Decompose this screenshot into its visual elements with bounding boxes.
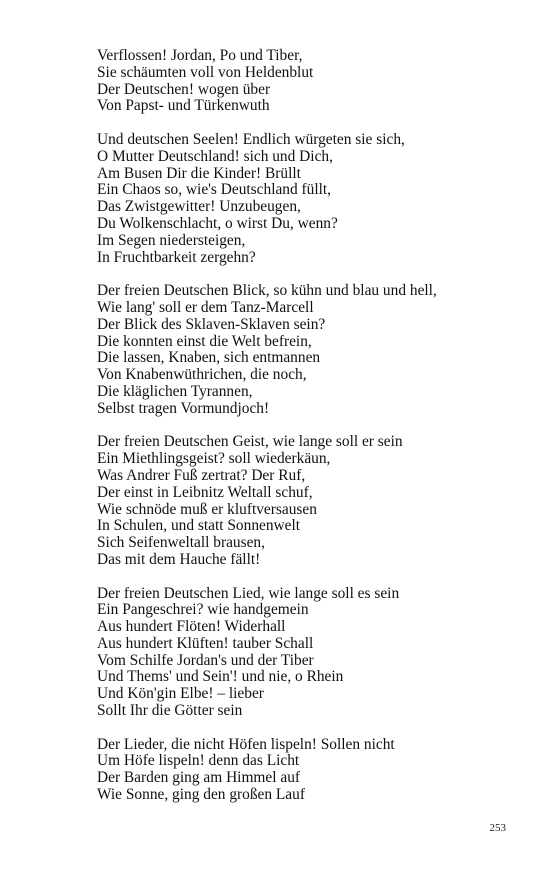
stanza <box>97 132 517 266</box>
poem-line: Sollt Ihr die Götter sein <box>97 702 243 720</box>
poem-line: O Mutter Deutschland! sich und Dich, <box>97 147 333 165</box>
poem-line: Wie Sonne, ging den großen Lauf <box>97 786 305 804</box>
poem-line: Der Lieder, die nicht Höfen lispeln! Sollen nicht <box>97 735 395 753</box>
poem-line: Und deutschen Seelen! Endlich würgeten sie sich, <box>97 130 405 148</box>
poem-line: Die lassen, Knaben, sich entmannen <box>97 349 321 367</box>
poem-line: Sich Seifenweltall brausen, <box>97 534 265 552</box>
page-number: 253 <box>489 822 506 834</box>
poem-line: Der Blick des Sklaven-Sklaven sein? <box>97 315 326 333</box>
poem-line: Der Deutschen! wogen über <box>97 80 271 98</box>
poem-line: Vom Schilfe Jordan's und der Tiber <box>97 651 314 669</box>
poem-text <box>97 48 517 821</box>
poem-line: Von Knabenwüthrichen, die noch, <box>97 366 307 384</box>
stanza <box>97 48 517 115</box>
poem-line: Im Segen niedersteigen, <box>97 231 246 249</box>
poem-line: Die konnten einst die Welt befrein, <box>97 332 312 350</box>
poem-line: Die kläglichen Tyrannen, <box>97 382 253 400</box>
stanza <box>97 283 517 417</box>
poem-line: Ein Chaos so, wie's Deutschland füllt, <box>97 181 332 199</box>
poem-line: Verflossen! Jordan, Po und Tiber, <box>97 47 303 64</box>
poem-line: Und Kön'gin Elbe! – lieber <box>97 685 264 703</box>
poem-line: Der Barden ging am Himmel auf <box>97 769 301 787</box>
poem-line: Wie schnöde muß er kluftversausen <box>97 500 317 518</box>
poem-line: Wie lang' soll er dem Tanz-Marcell <box>97 298 314 316</box>
poem-line: Du Wolkenschlacht, o wirst Du, wenn? <box>97 214 338 232</box>
poem-line: Ein Pangeschrei? wie handgemein <box>97 601 309 619</box>
poem-line: Aus hundert Klüften! tauber Schall <box>97 634 314 652</box>
poem-line: Von Papst- und Türkenwuth <box>97 97 270 115</box>
poem-line: Der einst in Leibnitz Weltall schuf, <box>97 483 313 501</box>
poem-line: Das Zwistgewitter! Unzubeugen, <box>97 198 301 216</box>
poem-line: Selbst tragen Vormundjoch! <box>97 399 270 417</box>
stanza <box>97 737 517 804</box>
poem-line: Am Busen Dir die Kinder! Brüllt <box>97 164 301 182</box>
poem-line: Ein Miethlingsgeist? soll wiederkäun, <box>97 450 331 468</box>
poem-line: Der freien Deutschen Lied, wie lange soll es sein <box>97 584 400 602</box>
stanza <box>97 434 517 568</box>
poem-line: Um Höfe lispeln! denn das Licht <box>97 752 300 770</box>
poem-line: Der freien Deutschen Blick, so kühn und blau und hell, <box>97 282 437 300</box>
poem-line: Sie schäumten voll von Heldenblut <box>97 63 314 81</box>
poem-line: Und Thems' und Sein'! und nie, o Rhein <box>97 668 344 686</box>
poem-line: Aus hundert Flöten! Widerhall <box>97 618 286 636</box>
stanza <box>97 586 517 720</box>
poem-line: Was Andrer Fuß zertrat? Der Ruf, <box>97 466 306 484</box>
poem-line: Das mit dem Hauche fällt! <box>97 550 261 568</box>
poem-line: In Schulen, und statt Sonnenwelt <box>97 517 301 535</box>
poem-line: Der freien Deutschen Geist, wie lange soll er sein <box>97 433 403 451</box>
poem-line: In Fruchtbarkeit zergehn? <box>97 248 256 266</box>
